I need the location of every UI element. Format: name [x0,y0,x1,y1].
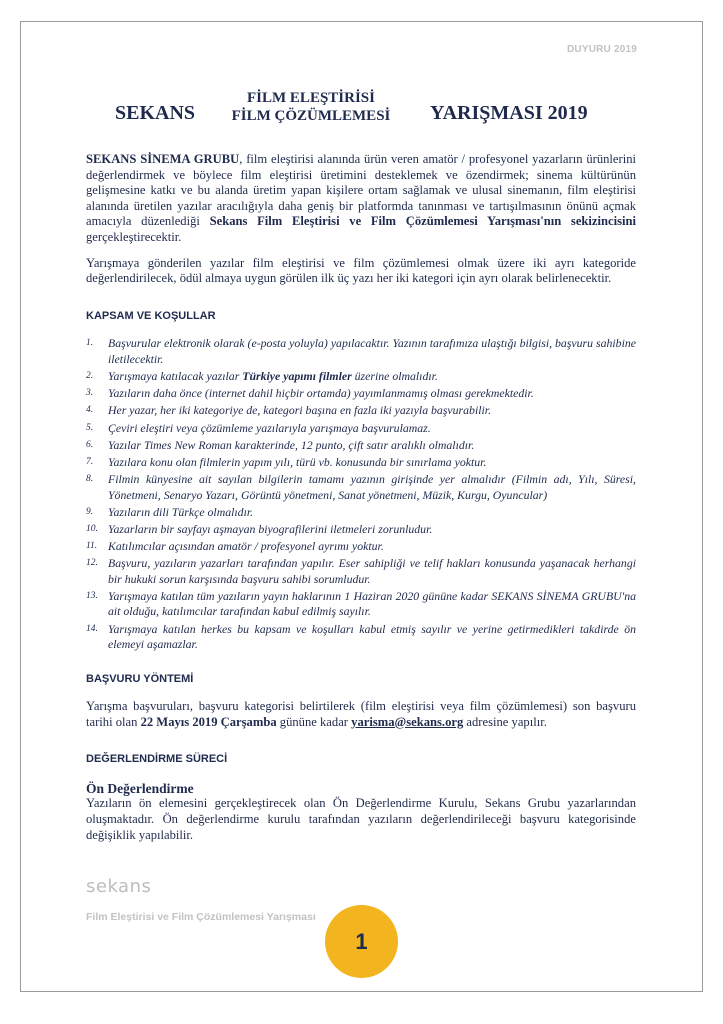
rule-text: Yazılara konu olan filmlerin yapım yılı, türü vb. konusunda bir sınırlama yoktur. [108,454,487,469]
rule-item [86,403,636,418]
rule-number: 1. [86,338,94,349]
footer-subtitle: Film Eleştirisi ve Film Çözümlemesi Yarışması [86,911,316,923]
rule-item [86,589,636,620]
rule-item [86,539,636,554]
announcement-tag: DUYURU 2019 [566,44,637,55]
evaluation-paragraph: Yazıların ön elemesini gerçekleştirecek olan Ön Değerlendirme Kurulu, Sekans Grubu yazarlarından oluşmaktadır. Ön değerlendirme kurulu tarafından yazıların değerlendirileceği başvuru kategorisinde değişiklik yapılabilir. [86,796,636,842]
rule-item [86,386,636,401]
rule-item [86,455,636,470]
rule-text: Yazıların daha önce (internet dahil hiçbir ortamda) yayımlanmamış olması gerekmektedir. [108,386,534,401]
application-text-2: gününe kadar [276,714,352,729]
rule-item [86,336,636,367]
rule-number: 3. [86,388,94,399]
rule-text-bold: Türkiye yapımı filmler [242,368,352,383]
categories-paragraph: Yarışmaya gönderilen yazılar film eleştirisi ve film çözümlemesi olmak üzere iki ayrı kategoride değerlendirilecek, ödül almaya uygun görülen ilk üç yazı her iki kategori için ayrı olarak belirlenecektir. [86,255,636,286]
rule-number: 10. [86,523,98,534]
rule-number: 12. [86,558,98,569]
rule-number: 14. [86,623,98,634]
rule-text: Başvuru, yazıların yazarları tarafından yapılır. Eser sahipliği ve telif hakları konusunda yaşanacak herhangi bir hukuki sorun karşısında başvuru sahibi sorumludur. [108,556,636,586]
application-paragraph [86,699,636,730]
rule-text: Yarışmaya katılan herkes bu kapsam ve koşulları kabul etmiş sayılır ve yerine getirmedikleri takdirde ön elemeyi aşamazlar. [108,621,636,652]
rule-text: Başvurular elektronik olarak (e-posta yoluyla) yapılacaktır. Yazının tarafımıza ulaştığı bilgisi, başvuru sahibine iletilecektir. [108,336,636,366]
document-body [86,152,636,843]
rule-text: Çeviri eleştiri veya çözümleme yazılarıyla yarışmaya başvurulamaz. [108,420,431,435]
rule-item [86,522,636,537]
rule-number: 4. [86,405,94,416]
rule-text: Filmin künyesine ait sayılan bilgilerin tamamı yazının girişinde yer almalıdır (Filmin adı, Yılı, Süresi, Yönetmeni, Senaryo Yazarı, Görüntü yönetmeni, Sanat yönetmeni, Müzik, Kurgu, Oyuncular) [108,472,636,502]
rule-number: 11. [86,541,98,552]
rule-text: Yazılar Times New Roman karakterinde, 12 punto, çift satır aralıklı olmalıdır. [108,437,475,452]
application-text-3: adresine yapılır. [463,714,547,729]
intro-paragraph [86,152,636,246]
email-link[interactable]: yarisma@sekans.org [351,714,464,729]
subheading-on-degerlendirme: Ön Değerlendirme [86,780,194,796]
rule-text-pre: Yarışmaya katılacak yazılar [108,368,243,383]
intro-text-2: gerçekleştirecektir. [86,229,182,244]
deadline-date: 22 Mayıs 2019 Çarşamba [140,714,277,729]
rule-number: 13. [86,591,98,601]
rule-item [86,472,636,503]
rule-text: Yarışmaya katılan tüm yazıların yayın haklarının 1 Haziran 2020 gününe kadar SEKANS SİNEMA GRUBU'na ait olduğu, katılımcılar tarafından kabul edilmiş sayılır. [108,589,636,619]
rule-number: 5. [86,422,94,433]
rule-item [86,421,636,436]
title-category-line2: FİLM ÇÖZÜMLEMESİ [231,108,391,124]
rule-number: 9. [86,506,94,517]
rule-number: 6. [86,439,94,450]
rule-text: Yazarların bir sayfayı aşmayan biyografilerini iletmeleri zorunludur. [108,521,433,536]
rule-number: 7. [86,456,94,467]
rule-text-post: üzerine olmalıdır. [351,368,438,383]
rule-text: Katılımcılar açısından amatör / profesyonel ayrımı yoktur. [108,539,384,554]
intro-competition-name: Sekans Film Eleştirisi ve Film Çözümlemesi Yarışması'nın sekizincisini [209,214,636,229]
rule-item [86,369,636,384]
rule-number: 8. [86,474,94,485]
rule-item [86,438,636,453]
rule-text: Her yazar, her iki kategoriye de, kategori başına en fazla iki yazıyla başvurabilir. [108,403,492,418]
title-category [215,89,407,125]
rule-text: Yazıların dili Türkçe olmalıdır. [108,504,254,519]
title-competition: YARIŞMASI 2019 [430,102,588,124]
rule-item [86,556,636,587]
intro-text-1: , film eleştirisi alanında ürün veren amatör / profesyonel yazarların ürünlerini değerlendirmek ve böylece film eleştirisi üretimini desteklemek ve özendirmek; sinema kültürünün gelişmesine katkı ve bu alanda üretim yapan kişilere ortam sağlamak ve ulusal sinemanın, film eleştirisi alanında üretilen yazılar aracılığıyla daha geniş bir platformda tanınması ve tartışılmasının önünü açmak amacıyla düzenlediği [86,152,636,229]
rule-text [108,369,636,384]
section-heading-degerlendirme: DEĞERLENDİRME SÜRECİ [86,753,228,766]
rule-number: 2. [86,370,94,381]
rules-list [86,336,636,652]
title-sekans: SEKANS [115,102,196,124]
section-heading-basvuru: BAŞVURU YÖNTEMİ [86,673,194,686]
org-name: SEKANS SİNEMA GRUBU [86,152,240,166]
application-text-1: Yarışma başvuruları, başvuru kategorisi belirtilerek (film eleştirisi veya film çözümlemesi) son başvuru tarihi olan [86,699,636,729]
section-heading-kapsam: KAPSAM VE KOŞULLAR [86,309,216,322]
title-category-line1: FİLM ELEŞTİRİSİ [247,90,375,106]
rule-item [86,622,636,653]
sekans-logo: sekans [86,876,152,897]
rule-item [86,505,636,520]
page-number-badge: 1 [325,905,398,978]
